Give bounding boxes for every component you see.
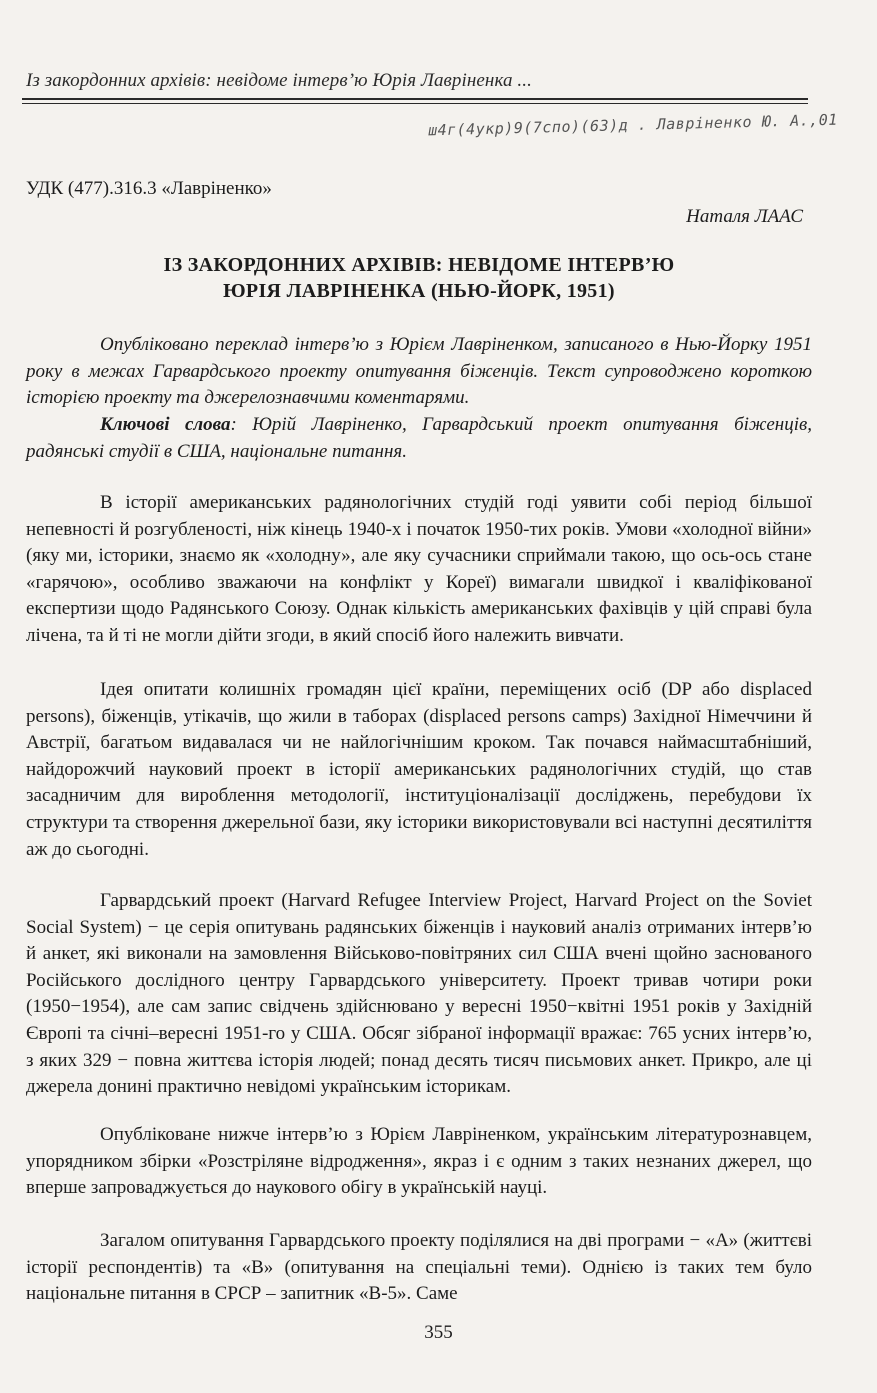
keywords	[26, 412, 812, 465]
body-paragraph-5: Загалом опитування Гарвардського проекту поділялися на дві програми − «А» (життєві історії респондентів) та «В» (опитування на спеціальні теми). Однією із таких тем було національне питання в СРСР – запитник «В-5». Саме	[26, 1230, 812, 1305]
running-head: Із закордонних архівів: невідоме інтерв’ю Юрія Лавріненка ...	[26, 70, 532, 91]
article-title-line-1: ІЗ ЗАКОРДОННИХ АРХІВІВ: НЕВІДОМЕ ІНТЕРВ’Ю	[163, 254, 675, 276]
body-paragraph-4: Опубліковане нижче інтерв’ю з Юрієм Лавріненком, українським літературознавцем, упорядником збірки «Розстріляне відродження», якраз і є одним з таких незнаних джерел, що вперше запроваджується до наукового обігу в українській науці.	[26, 1124, 812, 1199]
article-title-line-2: ЮРІЯ ЛАВРІНЕНКА (НЬЮ-ЙОРК, 1951)	[223, 280, 615, 302]
body-paragraph-3: Гарвардський проект (Harvard Refugee Interview Project, Harvard Project on the Soviet Social System) − це серія опитувань радянських біженців і науковий аналіз отриманих інтерв’ю й анкет, які виконали на замовлення Військово-повітряних сил США вчені щойно заснованого Російського дослідного центру Гарвардського університету. Проект тривав чотири роки (1950−1954), але сам запис свідчень здійснювано у вересні 1950−квітні 1951 років у Західній Європі та січні–вересні 1951-го у США. Обсяг зібраної інформації вражає: 765 усних інтерв’ю, з яких 329 − повна життєва історія людей; понад десять тисяч письмових анкет. Прикро, але ці джерела донині практично невідомі українським історикам.	[26, 890, 812, 1098]
keywords-text: : Юрій Лавріненко, Гарвардський проект опитування біженців, радянські студії в США, національне питання.	[26, 414, 812, 462]
header-rule-thin	[22, 103, 808, 104]
keywords-label: Ключові слова	[100, 414, 231, 435]
header-rule-thick	[22, 98, 808, 100]
body-paragraph-1: В історії американських радянологічних студій годі уявити собі період більшої непевності й розгубленості, ніж кінець 1940-х і початок 1950-тих років. Умови «холодної війни» (яку ми, історики, знаємо як «холодну», але яку сучасники сприймали такою, що ось-ось стане «гарячою», особливо зважаючи на конфлікт у Кореї) вимагали швидкої і кваліфікованої експертизи щодо Радянського Союзу. Однак кількість американських фахівців у цій справі була лічена, та й ті не могли дійти згоди, в який спосіб його належить вивчати.	[26, 492, 812, 646]
handwritten-catalog-note: ш4г(4укр)9(7спо)(63)д . Лавріненко Ю. А.,01	[427, 110, 838, 140]
page-number: 355	[424, 1322, 453, 1343]
body-paragraph-2: Ідея опитати колишніх громадян цієї країни, переміщених осіб (DP або displaced persons), біженців, утікачів, що жили в таборах (displaced persons camps) Західної Німеччини й Австрії, багатьом видавалася чи не найлогічнішим кроком. Так почався наймасштабніший, найдорожчий науковий проект в історії американських радянологічних студій, що став засадничим для вироблення методології, інституціоналізації досліджень, перебудови їх структури та створення джерельної бази, яку історики використовували всі наступні десятиліття аж до сьогодні.	[26, 679, 812, 860]
author-name: Наталя ЛААС	[686, 206, 803, 227]
udk-code: УДК (477).316.3 «Лавріненко»	[26, 178, 272, 199]
abstract: Опубліковано переклад інтерв’ю з Юрієм Лавріненком, записаного в Нью-Йорку 1951 року в межах Гарвардського проекту опитування біженців. Текст супроводжено короткою історією проекту та джерелознавчими коментарями.	[26, 334, 812, 409]
